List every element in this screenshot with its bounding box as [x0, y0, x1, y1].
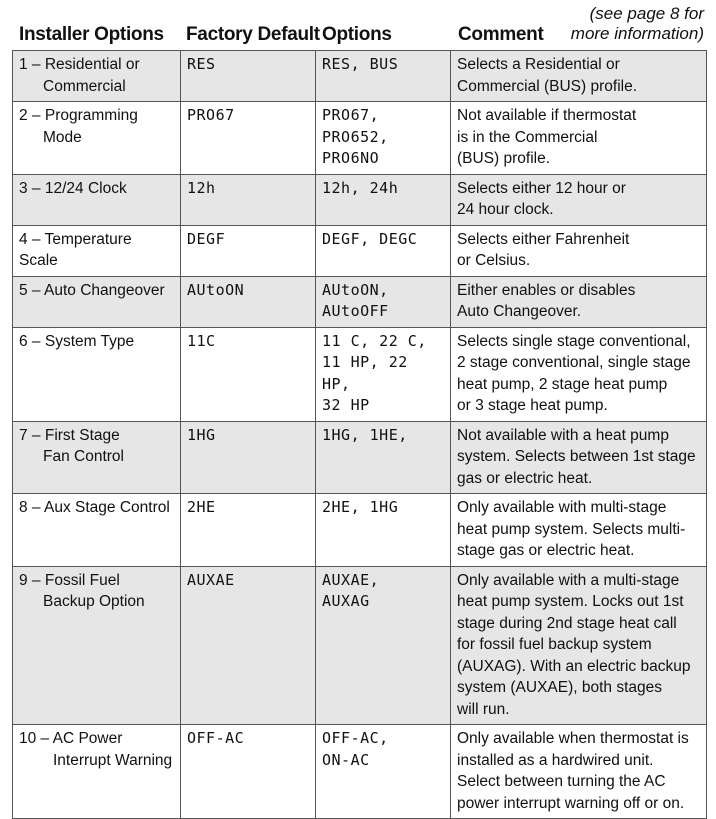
option-comment: Selects a Residential or Commercial (BUS) profile. — [451, 51, 707, 102]
table-row — [13, 174, 707, 225]
option-value: AUXAE, — [322, 570, 380, 589]
option-value: AUtoOFF — [322, 302, 389, 320]
header-installer-options: Installer Options — [19, 24, 164, 45]
option-comment: Selects either Fahrenheit or Celsius. — [451, 225, 707, 276]
option-values — [316, 421, 451, 494]
option-comment: Selects either 12 hour or 24 hour clock. — [451, 174, 707, 225]
option-value: RES, BUS — [322, 55, 399, 73]
factory-default-value: DEGF — [181, 225, 316, 276]
factory-default-value: RES — [181, 51, 316, 102]
option-label: 8 – Aux Stage Control — [13, 494, 181, 567]
factory-default-value: PRO67 — [181, 102, 316, 175]
table-row — [13, 276, 707, 327]
option-comment: Only available when thermostat is installed as a hardwired unit. Select between turning the AC power interrupt warning off or on. — [451, 725, 707, 819]
header-factory-default: Factory Default — [186, 24, 320, 45]
table-row — [13, 327, 707, 421]
option-values — [316, 494, 451, 567]
option-values — [316, 225, 451, 276]
option-values — [316, 102, 451, 175]
option-value: OFF-AC, — [322, 729, 389, 747]
table-row — [13, 725, 707, 819]
header-comment: Comment — [458, 24, 544, 45]
option-value: 32 HP — [322, 396, 370, 414]
installer-options-table — [12, 50, 707, 819]
factory-default-value: 2HE — [181, 494, 316, 567]
header-options: Options — [322, 24, 392, 45]
option-label: 2 – Programming Mode — [13, 102, 181, 175]
option-label: 3 – 12/24 Clock — [13, 174, 181, 225]
option-value: 2HE, 1HG — [322, 498, 399, 516]
page-reference-note: (see page 8 for more information) — [570, 4, 704, 43]
option-comment: Selects single stage conventional, 2 stage conventional, single stage heat pump, 2 stage heat pump or 3 stage heat pump. — [451, 327, 707, 421]
factory-default-value: AUXAE — [181, 566, 316, 725]
option-values — [316, 51, 451, 102]
factory-default-value: 12h — [181, 174, 316, 225]
factory-default-value: 11C — [181, 327, 316, 421]
option-value: AUXAG — [322, 592, 370, 610]
option-values — [316, 566, 451, 725]
option-label: 10 – AC Power Interrupt Warning — [13, 725, 181, 819]
table-row — [13, 494, 707, 567]
option-value: DEGF, DEGC — [322, 229, 418, 248]
option-comment: Only available with a multi-stage heat pump system. Locks out 1st stage during 2nd stage heat call for fossil fuel backup system (AUXAG). With an electric backup system (AUXAE), both stages will run. — [451, 566, 707, 725]
option-value: 11 C, 22 C, — [322, 331, 427, 350]
option-value: AUtoON, — [322, 280, 389, 299]
option-value: PRO652, — [322, 127, 389, 146]
option-value: 11 HP, 22 HP, — [322, 353, 408, 393]
option-label: 5 – Auto Changeover — [13, 276, 181, 327]
option-value: ON-AC — [322, 750, 370, 769]
option-comment: Not available with a heat pump system. Selects between 1st stage gas or electric heat. — [451, 421, 707, 494]
factory-default-value: AUtoON — [181, 276, 316, 327]
option-values — [316, 327, 451, 421]
option-values — [316, 725, 451, 819]
table-row — [13, 566, 707, 725]
option-label: 1 – Residential or Commercial — [13, 51, 181, 102]
factory-default-value: 1HG — [181, 421, 316, 494]
option-value: 1HG, 1HE, — [322, 425, 408, 444]
table-row — [13, 421, 707, 494]
table-row — [13, 225, 707, 276]
option-values — [316, 276, 451, 327]
option-value: PRO67, — [322, 106, 380, 124]
table-row — [13, 102, 707, 175]
option-label: 6 – System Type — [13, 327, 181, 421]
option-value: PRO6NO — [322, 149, 380, 167]
option-values — [316, 174, 451, 225]
option-comment: Only available with multi-stage heat pump system. Selects multi- stage gas or electric heat. — [451, 494, 707, 567]
factory-default-value: OFF-AC — [181, 725, 316, 819]
option-label: 4 – Temperature Scale — [13, 225, 181, 276]
option-value: 12h, 24h — [322, 178, 399, 197]
option-comment: Not available if thermostat is in the Commercial (BUS) profile. — [451, 102, 707, 175]
table-row — [13, 51, 707, 102]
option-comment: Either enables or disables Auto Changeover. — [451, 276, 707, 327]
option-label: 7 – First Stage Fan Control — [13, 421, 181, 494]
option-label: 9 – Fossil Fuel Backup Option — [13, 566, 181, 725]
